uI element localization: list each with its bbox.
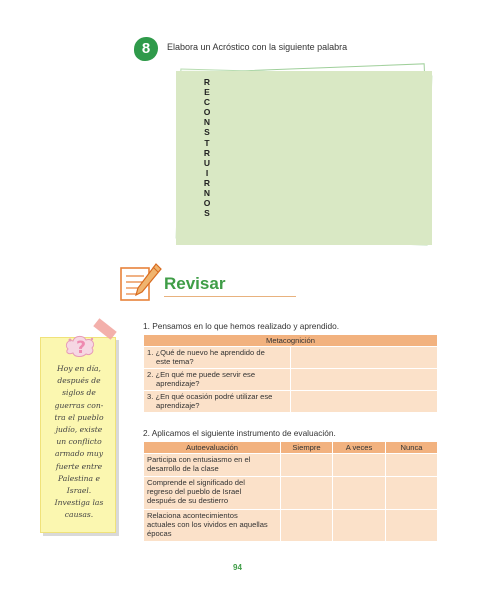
side-note-line: guerras con- bbox=[54, 400, 104, 410]
section-underline bbox=[164, 296, 296, 297]
acrostic-letter: N bbox=[203, 117, 211, 128]
side-note-text bbox=[44, 363, 114, 522]
acrostic-letter: R bbox=[203, 77, 211, 87]
svg-text:?: ? bbox=[76, 338, 86, 358]
activity-instruction: Elabora un Acróstico con la siguiente palabra bbox=[167, 42, 348, 52]
table-row: Participa con entusiasmo en el desarrollo de la clase bbox=[144, 454, 281, 477]
check-cell[interactable] bbox=[386, 477, 438, 510]
check-cell[interactable] bbox=[333, 510, 386, 542]
page-number: 94 bbox=[233, 563, 242, 572]
acrostic-letter: O bbox=[203, 107, 211, 118]
acrostic-letter: I bbox=[205, 167, 209, 178]
table-row: Comprende el significado del regreso del pueblo de Israel después de su destierro bbox=[144, 477, 281, 510]
table-row: Relaciona acontecimientos actuales con los vividos en aquellas épocas bbox=[144, 510, 281, 542]
check-cell[interactable] bbox=[281, 454, 333, 477]
activity-number-badge: 8 bbox=[134, 37, 158, 61]
col-header-siempre: Siempre bbox=[281, 442, 333, 454]
side-note-line: Hoy en día, bbox=[57, 364, 101, 373]
acrostic-letter: N bbox=[203, 188, 211, 199]
acrostic-letter: U bbox=[203, 157, 211, 168]
table-row: 1. ¿Qué de nuevo he aprendido de este tema? bbox=[144, 347, 291, 369]
section-title: Revisar bbox=[164, 274, 226, 293]
check-cell[interactable] bbox=[281, 510, 333, 542]
answer-cell[interactable] bbox=[291, 369, 438, 391]
side-note-line: un conflicto bbox=[56, 437, 102, 447]
answer-cell[interactable] bbox=[291, 347, 438, 369]
check-cell[interactable] bbox=[386, 510, 438, 542]
side-note-line: judío, existe bbox=[55, 425, 103, 435]
acrostic-letter: C bbox=[203, 97, 211, 108]
acrostic-letter: E bbox=[204, 87, 210, 98]
notebook-pencil-icon bbox=[118, 262, 162, 304]
side-note-line: después de bbox=[57, 376, 101, 386]
check-cell[interactable] bbox=[333, 477, 386, 510]
question-mark-icon bbox=[62, 333, 98, 359]
side-note-line: Palestina e bbox=[58, 473, 100, 483]
check-cell[interactable] bbox=[333, 454, 386, 477]
check-cell[interactable] bbox=[386, 454, 438, 477]
table-row: 2. ¿En qué me puede servir ese aprendizaje? bbox=[144, 369, 291, 391]
side-note-line: causas. bbox=[64, 510, 94, 520]
step2-instruction: 2. Aplicamos el siguiente instrumento de evaluación. bbox=[143, 428, 336, 438]
table-row: 3. ¿En qué ocasión podré utilizar ese aprendizaje? bbox=[144, 391, 291, 413]
side-note-line: tra el pueblo bbox=[54, 412, 104, 422]
metacognition-table bbox=[143, 334, 438, 413]
acrostic-card bbox=[176, 71, 432, 245]
acrostic-letter: R bbox=[203, 177, 211, 188]
acrostic-letter: T bbox=[204, 137, 210, 148]
col-header-a-veces: A veces bbox=[333, 442, 386, 454]
step1-instruction: 1. Pensamos en lo que hemos realizado y aprendido. bbox=[143, 321, 340, 331]
side-note-line: fuerte entre bbox=[55, 461, 103, 471]
answer-cell[interactable] bbox=[291, 391, 438, 413]
side-note-line: siglos de bbox=[62, 388, 96, 398]
acrostic-letter: R bbox=[203, 147, 211, 158]
acrostic-letters bbox=[200, 77, 214, 218]
col-header-autoevaluacion: Autoevaluación bbox=[144, 442, 281, 454]
acrostic-letter: S bbox=[204, 127, 210, 138]
self-evaluation-table bbox=[143, 441, 438, 542]
col-header-nunca: Nunca bbox=[386, 442, 438, 454]
metacognition-header: Metacognición bbox=[144, 335, 438, 347]
acrostic-letter: O bbox=[203, 198, 211, 209]
side-note-line: armado muy bbox=[54, 449, 104, 459]
side-note-line: Investiga las bbox=[54, 498, 104, 508]
check-cell[interactable] bbox=[281, 477, 333, 510]
acrostic-letter: S bbox=[204, 208, 210, 219]
side-note-line: Israel. bbox=[66, 486, 92, 496]
